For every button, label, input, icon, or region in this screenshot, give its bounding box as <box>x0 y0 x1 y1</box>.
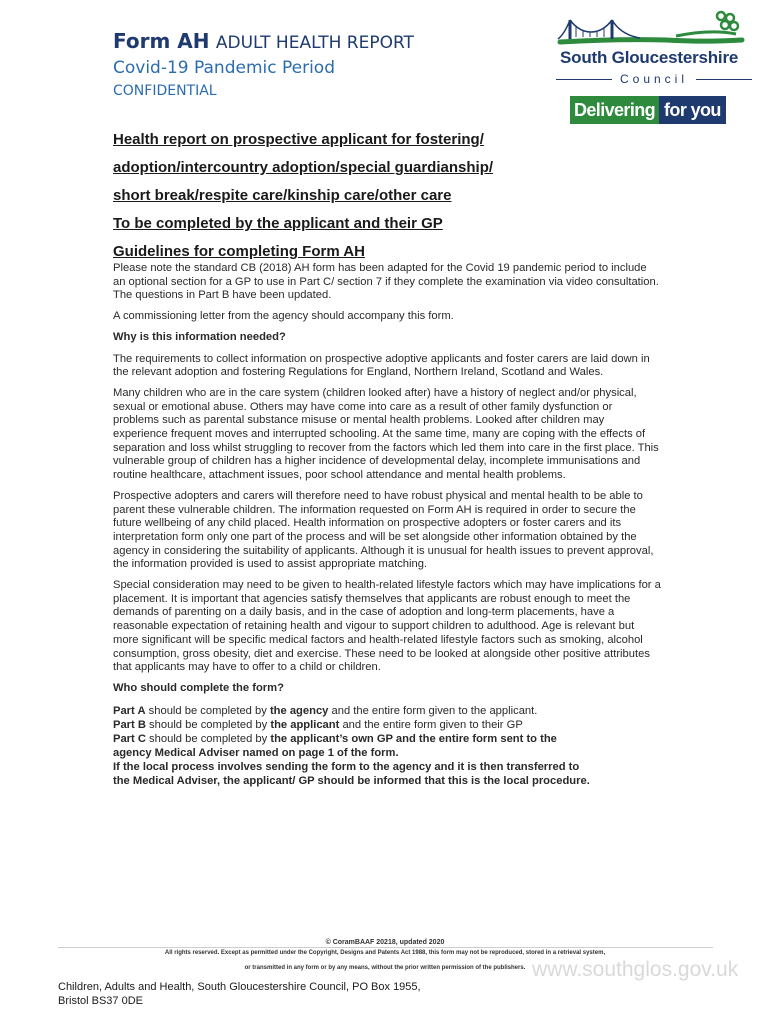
tagline-part1: Delivering <box>570 96 659 124</box>
local-process-2: the Medical Adviser, the applicant/ GP should be informed that this is the local procedure. <box>113 774 590 787</box>
why-paragraph-3: Prospective adopters and carers will therefore need to have robust physical and mental health to be able to parent these vulnerable children. The information requested on Form AH is required in order to secure the future wellbeing of any child placed. Health information on prospective adopters or foster carers and its interpretation form only one part of the process and will be set alongside other information obtained by the agency in considering the suitability of applicants. Although it is unusual for health issues to prevent approval, the information provided is used to assist appropriate matching. <box>113 489 654 571</box>
form-code: Form AH <box>113 29 210 53</box>
local-process-1: If the local process involves sending the form to the agency and it is then transferred to <box>113 760 580 773</box>
council-address <box>58 980 421 1008</box>
part-c-label: Part C <box>113 732 146 745</box>
council-label: Council <box>619 72 689 86</box>
council-word <box>556 72 752 86</box>
part-c-mid: should be completed by <box>145 732 271 745</box>
why-paragraph-4: Special consideration may need to be given to health-related lifestyle factors which may have implications for a placement. It is important that agencies satisfy themselves that applicants are robust enough to meet the demands of parenting on a daily basis, and in the case of adoption and long-term placements, have a reasonable expectation of retaining health and vigour to support children to adulthood. Age is relevant but more significant will be specific medical factors and health-related lifestyle factors such as smoking, alcohol consumption, gross obesity, diet and exercise. These need to be looked at alongside other positive attributes that applicants may have to offer to a child or children. <box>113 579 661 674</box>
why-paragraph-1: The requirements to collect information on prospective adoptive applicants and foster carers are laid down in the relevant adoption and fostering Regulations for England, Northern Ireland, Scotland and Wales. <box>113 352 650 379</box>
footer-divider <box>58 947 713 948</box>
heading-line-5: Guidelines for completing Form AH <box>113 243 365 260</box>
form-header <box>113 28 414 100</box>
form-title <box>113 28 414 56</box>
local-process-line-2 <box>113 774 661 788</box>
part-a-end: and the entire form given to the applicant. <box>328 704 538 717</box>
rights-line-2: or transmitted in any form or by any means, without the prior written permission of the publishers. <box>244 965 526 971</box>
part-c-line-2 <box>113 746 661 760</box>
part-a-who: the agency <box>269 704 329 717</box>
part-b-mid: should be completed by <box>145 718 271 731</box>
part-a-line <box>113 704 661 718</box>
logo-rule-left <box>556 79 612 80</box>
who-heading: Who should complete the form? <box>113 681 284 694</box>
heading-line-3: short break/respite care/kinship care/other care <box>113 187 452 204</box>
rights-line-1: All rights reserved. Except as permitted under the Copyright, Designs and Patents Act 1988, this form may not be reproduced, stored in a retrieval system, <box>164 950 606 956</box>
skyline-icon <box>556 6 754 46</box>
heading-line-4: To be completed by the applicant and their GP <box>113 215 443 232</box>
part-b-end: and the entire form given to their GP <box>339 718 523 731</box>
website-watermark: www.southglos.gov.uk <box>532 958 739 981</box>
part-c-who-2: agency Medical Adviser named on page 1 of the form. <box>113 746 399 759</box>
parts-list <box>113 704 661 788</box>
part-b-who: the applicant <box>270 718 340 731</box>
part-b-label: Part B <box>113 718 146 731</box>
address-line-1: Children, Adults and Health, South Gloucestershire Council, PO Box 1955, <box>58 981 421 993</box>
part-b-line <box>113 718 661 732</box>
classification-label: CONFIDENTIAL <box>113 83 217 99</box>
form-subtitle: Covid-19 Pandemic Period <box>113 58 335 78</box>
tagline-part2: for you <box>659 96 726 124</box>
document-body <box>113 262 661 788</box>
document-headings <box>113 126 673 266</box>
part-a-mid: should be completed by <box>145 704 270 717</box>
local-process-line-1 <box>113 760 661 774</box>
part-c-line <box>113 732 661 746</box>
part-c-who-1: the applicant’s own GP and the entire form sent to the <box>270 732 557 745</box>
copyright-notice: © CoramBAAF 20218, updated 2020 <box>325 939 445 946</box>
form-name: ADULT HEALTH REPORT <box>215 33 414 53</box>
logo-rule-right <box>696 79 752 80</box>
council-name: South Gloucestershire <box>560 48 739 67</box>
heading-line-1: Health report on prospective applicant for fostering/ <box>113 131 484 148</box>
part-a-label: Part A <box>113 704 146 717</box>
intro-paragraph: Please note the standard CB (2018) AH form has been adapted for the Covid 19 pandemic period to include an optional section for a GP to use in Part C/ section 7 if they complete the examination via video consultation. The questions in Part B have been updated. <box>113 262 659 302</box>
heading-line-2: adoption/intercountry adoption/special guardianship/ <box>113 159 494 176</box>
tagline-badge <box>570 96 726 124</box>
council-logo <box>556 6 754 88</box>
address-line-2: Bristol BS37 0DE <box>58 995 143 1007</box>
why-paragraph-2: Many children who are in the care system (children looked after) have a history of neglect and/or physical, sexual or emotional abuse. Others may have come into care as a result of other family dysfunction or problems such as parental substance misuse or mental health problems. Looked after children may experience frequent moves and interrupted schooling. At the same time, many are coping with the effects of separation and loss whilst struggling to recover from the factors which led them into care in the first place. This vulnerable group of children has a higher incidence of developmental delay, incomplete immunisations and routine healthcare, attachment issues, poor school attendance and mental health problems. <box>113 386 659 482</box>
why-heading: Why is this information needed? <box>113 330 286 343</box>
commissioning-paragraph: A commissioning letter from the agency should accompany this form. <box>113 310 454 323</box>
